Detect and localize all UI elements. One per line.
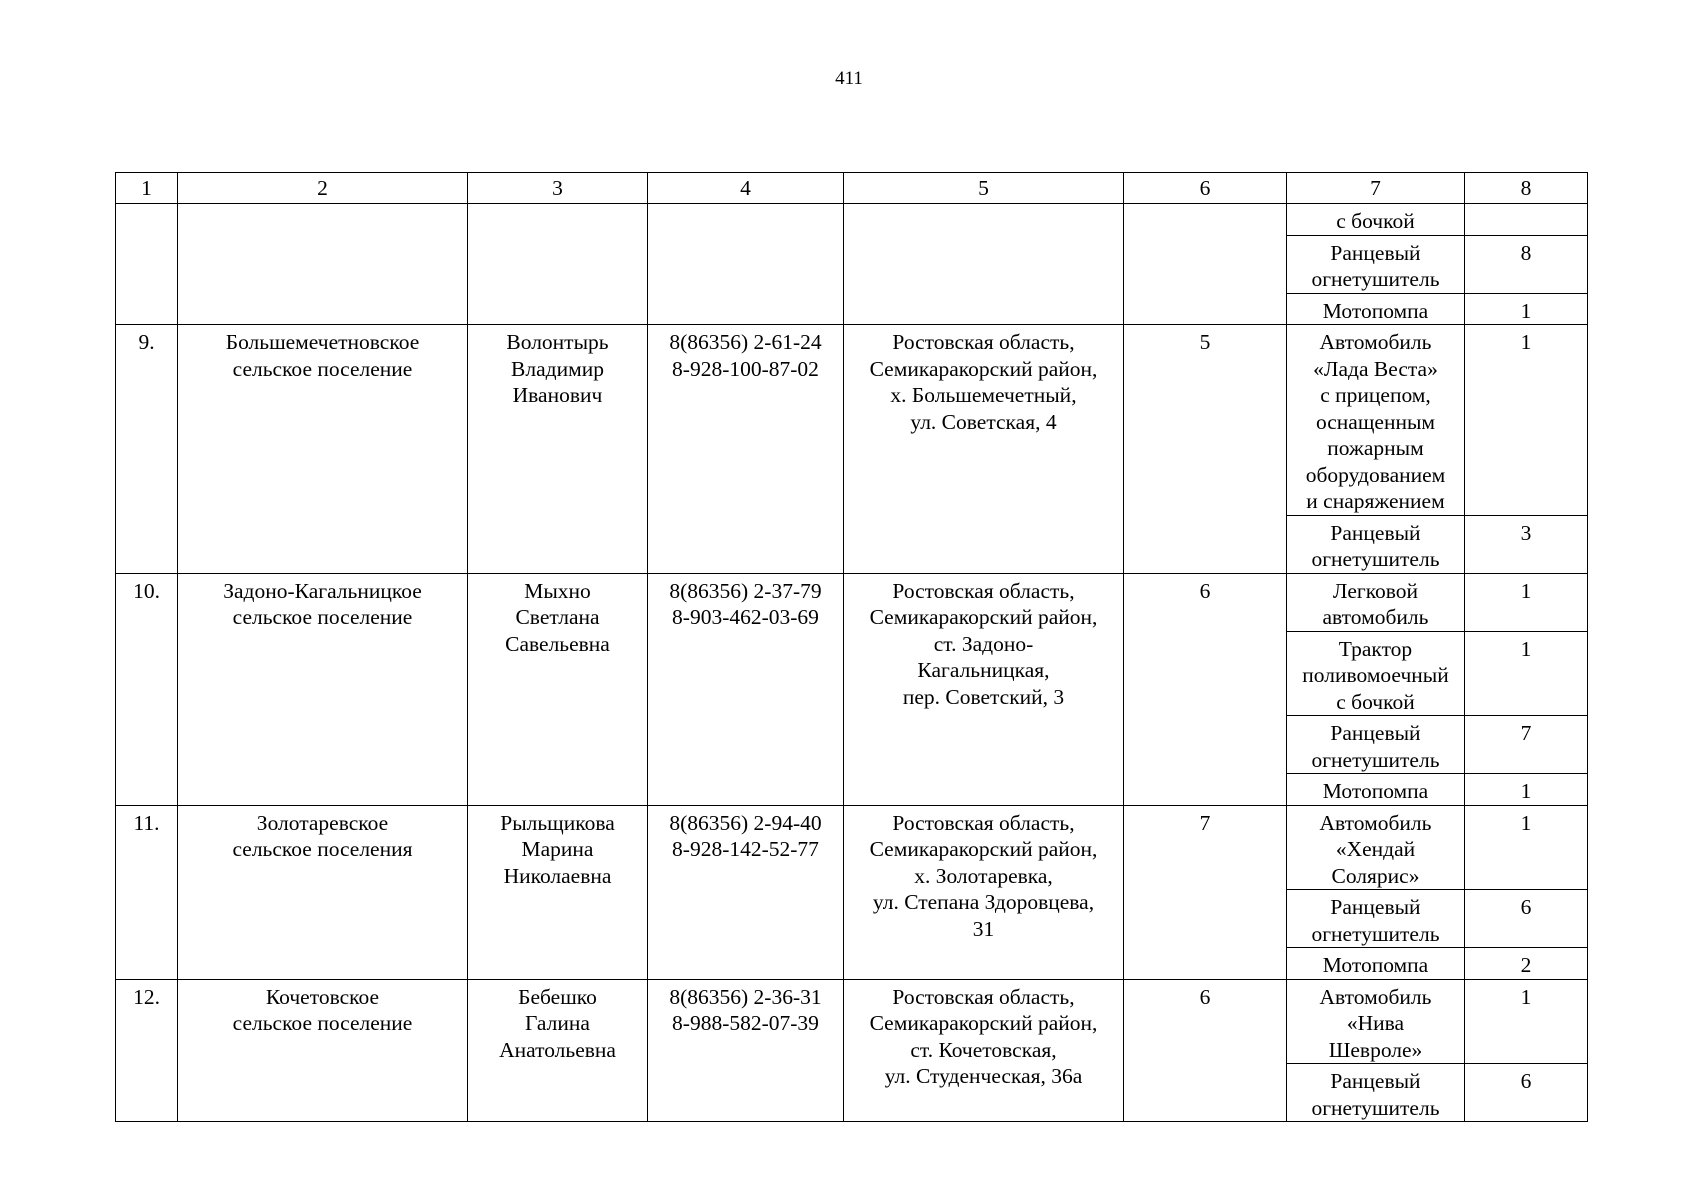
- equipment-name: Ранцевый огнетушитель: [1287, 890, 1465, 948]
- equipment-count: 1: [1465, 805, 1588, 890]
- equipment-count: 1: [1465, 631, 1588, 716]
- phone-numbers: 8(86356) 2-36-31 8-988-582-07-39: [648, 979, 844, 1122]
- column-number: 6: [1124, 173, 1287, 204]
- continued-row: [116, 204, 1588, 236]
- equipment-name: Автомобиль «Нива Шевроле»: [1287, 979, 1465, 1064]
- equipment-count: 1: [1465, 979, 1588, 1064]
- equipment-name: Автомобиль «Хендай Солярис»: [1287, 805, 1465, 890]
- row-number: 11.: [116, 805, 178, 979]
- settlement-name: Золотаревское сельское поселения: [178, 805, 468, 979]
- row-number: 12.: [116, 979, 178, 1122]
- phone-numbers: 8(86356) 2-94-40 8-928-142-52-77: [648, 805, 844, 979]
- empty-cell: [116, 204, 178, 325]
- equipment-name: Мотопомпа: [1287, 774, 1465, 806]
- address: Ростовская область, Семикаракорский район, х. Золотаревка, ул. Степана Здоровцева, 31: [844, 805, 1124, 979]
- equipment-count: 7: [1465, 716, 1588, 774]
- equipment-count: 1: [1465, 293, 1588, 325]
- column-number: 8: [1465, 173, 1588, 204]
- row-number: 10.: [116, 573, 178, 805]
- column-number: 5: [844, 173, 1124, 204]
- equipment-name: Ранцевый огнетушитель: [1287, 515, 1465, 573]
- equipment-name: Трактор поливомоечный с бочкой: [1287, 631, 1465, 716]
- staff-count: 7: [1124, 805, 1287, 979]
- phone-numbers: 8(86356) 2-37-79 8-903-462-03-69: [648, 573, 844, 805]
- table-row: [116, 805, 1588, 890]
- equipment-name: Легковой автомобиль: [1287, 573, 1465, 631]
- staff-count: 6: [1124, 979, 1287, 1122]
- equipment-count: 8: [1465, 235, 1588, 293]
- responsible-person: Волонтырь Владимир Иванович: [468, 325, 648, 574]
- phone-numbers: 8(86356) 2-61-24 8-928-100-87-02: [648, 325, 844, 574]
- settlement-name: Задоно-Кагальницкое сельское поселение: [178, 573, 468, 805]
- equipment-name: Ранцевый огнетушитель: [1287, 235, 1465, 293]
- page-number: 411: [835, 68, 863, 89]
- equipment-table: [115, 172, 1588, 1122]
- equipment-name: Автомобиль «Лада Веста» с прицепом, оснащенным пожарным оборудованием и снаряжением: [1287, 325, 1465, 516]
- equipment-name: Ранцевый огнетушитель: [1287, 716, 1465, 774]
- table-row: [116, 573, 1588, 631]
- empty-cell: [844, 204, 1124, 325]
- column-number: 7: [1287, 173, 1465, 204]
- responsible-person: Бебешко Галина Анатольевна: [468, 979, 648, 1122]
- empty-cell: [648, 204, 844, 325]
- equipment-name: Ранцевый огнетушитель: [1287, 1064, 1465, 1122]
- column-number: 3: [468, 173, 648, 204]
- column-number: 2: [178, 173, 468, 204]
- equipment-count: 3: [1465, 515, 1588, 573]
- equipment-count: 2: [1465, 948, 1588, 980]
- address: Ростовская область, Семикаракорский район, х. Большемечетный, ул. Советская, 4: [844, 325, 1124, 574]
- responsible-person: Мыхно Светлана Савельевна: [468, 573, 648, 805]
- column-number: 4: [648, 173, 844, 204]
- settlement-name: Кочетовское сельское поселение: [178, 979, 468, 1122]
- settlement-name: Большемечетновское сельское поселение: [178, 325, 468, 574]
- row-number: 9.: [116, 325, 178, 574]
- equipment-name: Мотопомпа: [1287, 293, 1465, 325]
- equipment-count: 1: [1465, 774, 1588, 806]
- table-row: [116, 325, 1588, 516]
- table-row: [116, 979, 1588, 1064]
- equipment-count: 1: [1465, 573, 1588, 631]
- equipment-count: 1: [1465, 325, 1588, 516]
- staff-count: 5: [1124, 325, 1287, 574]
- column-number: 1: [116, 173, 178, 204]
- address: Ростовская область, Семикаракорский район, ст. Задоно- Кагальницкая, пер. Советский, 3: [844, 573, 1124, 805]
- empty-cell: [1124, 204, 1287, 325]
- equipment-name: с бочкой: [1287, 204, 1465, 236]
- empty-cell: [468, 204, 648, 325]
- empty-cell: [178, 204, 468, 325]
- equipment-count: [1465, 204, 1588, 236]
- equipment-name: Мотопомпа: [1287, 948, 1465, 980]
- equipment-count: 6: [1465, 890, 1588, 948]
- column-number-row: [116, 173, 1588, 204]
- equipment-count: 6: [1465, 1064, 1588, 1122]
- responsible-person: Рыльщикова Марина Николаевна: [468, 805, 648, 979]
- staff-count: 6: [1124, 573, 1287, 805]
- address: Ростовская область, Семикаракорский район, ст. Кочетовская, ул. Студенческая, 36а: [844, 979, 1124, 1122]
